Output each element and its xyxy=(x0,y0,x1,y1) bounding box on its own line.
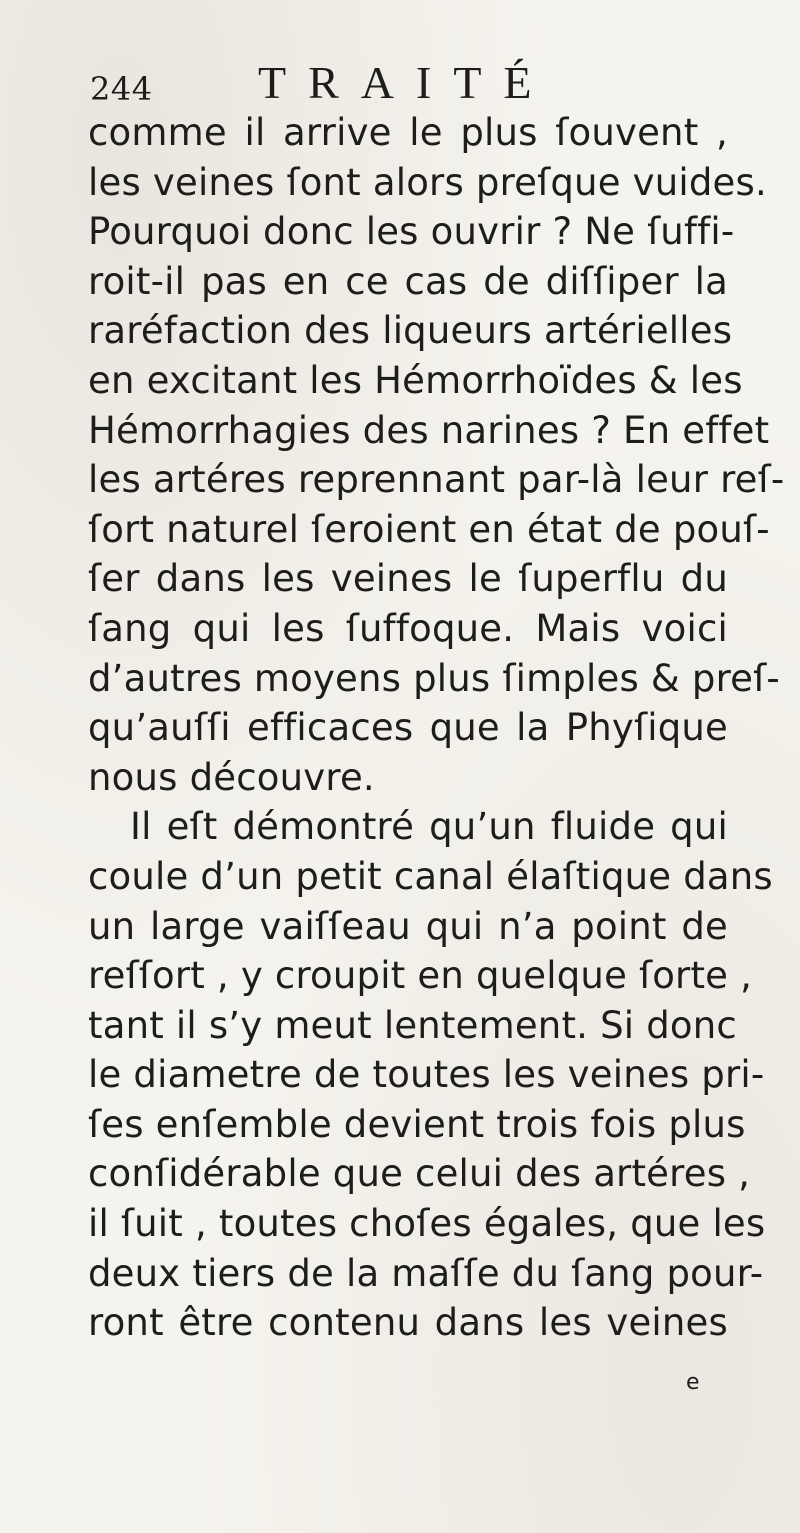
text-line: en excitant les Hémorrhoïdes & les xyxy=(88,358,743,402)
text-line: ſes enſemble devient trois fois plus xyxy=(88,1102,746,1146)
text-line: ront être contenu dans les veines xyxy=(88,1301,728,1345)
text-line: le diametre de toutes les veines pri- xyxy=(88,1053,765,1097)
text-line: raréfaction des liqueurs artérielles xyxy=(88,309,733,353)
page-header xyxy=(90,56,710,108)
text-line: Pourquoi donc les ouvrir ? Ne ſuffi- xyxy=(88,210,735,254)
body-text xyxy=(88,108,785,1348)
text-line: reſſort , y croupit en quelque ſorte , xyxy=(88,954,753,998)
text-line: il ſuit , toutes choſes égales, que les xyxy=(88,1202,766,1246)
text-line: les veines ſont alors preſque vuides. xyxy=(88,160,767,204)
text-line: deux tiers de la maſſe du ſang pour- xyxy=(88,1251,764,1295)
text-line: roit-il pas en ce cas de diſſiper la xyxy=(88,259,728,303)
text-line: un large vaiſſeau qui n’a point de xyxy=(88,904,728,948)
text-line: tant il s’y meut lentement. Si donc xyxy=(88,1003,737,1047)
text-line: coule d’un petit canal élaſtique dans xyxy=(88,854,773,898)
running-title: TRAITÉ xyxy=(258,57,554,108)
text-line: Hémorrhagies des narines ? En effet xyxy=(88,408,770,452)
page-number: 244 xyxy=(90,70,153,108)
text-line: comme il arrive le plus ſouvent , xyxy=(88,111,728,154)
text-line: Il eſt démontré qu’un fluide qui xyxy=(130,805,728,849)
text-line: ſort naturel ſeroient en état de pouſ- xyxy=(88,507,770,551)
text-line: d’autres moyens plus ſimples & preſ- xyxy=(88,656,780,700)
catchword: e xyxy=(686,1370,700,1395)
text-line: nous découvre. xyxy=(88,755,375,799)
text-line: ſer dans les veines le ſuperflu du xyxy=(88,557,728,601)
text-line: qu’auſſi efficaces que la Phyſique xyxy=(88,706,728,750)
text-line: conſidérable que celui des artéres , xyxy=(88,1152,751,1196)
text-line: les artéres reprennant par-là leur reſ- xyxy=(88,458,785,502)
text-line: ſang qui les ſuffoque. Mais voici xyxy=(88,606,728,650)
